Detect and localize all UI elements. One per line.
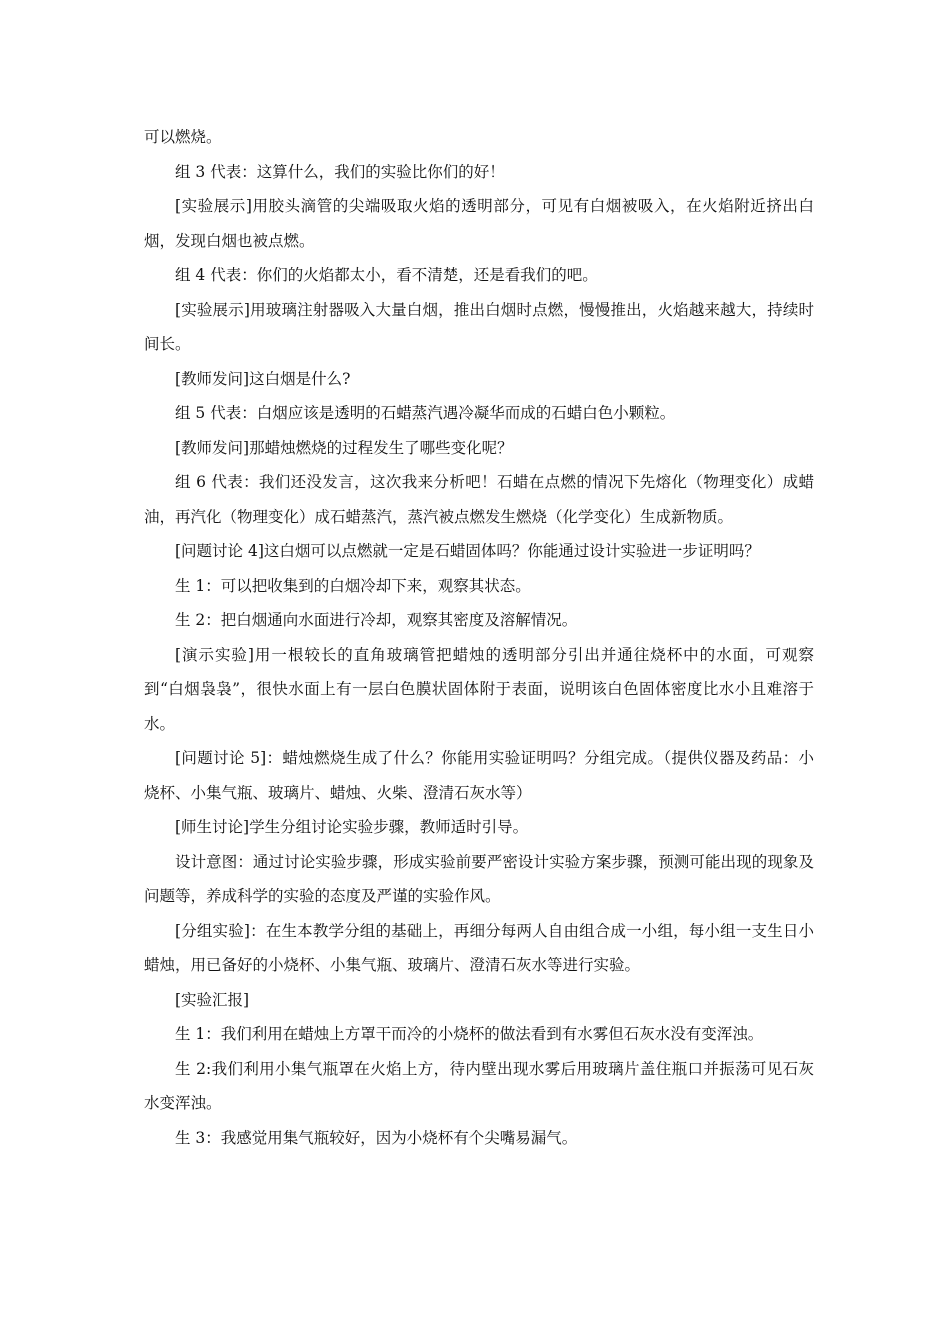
- paragraph-group3: 组 3 代表：这算什么，我们的实验比你们的好！: [175, 162, 505, 181]
- paragraph-group6: 组 6 代表：我们还没发言，这次我来分析吧！石蜡在点燃的情况下先熔化（物理变化）成蜡油，再汽化（物理变化）成石蜡蒸汽，蒸汽被点燃发生燃烧（化学变化）生成新物质。: [144, 473, 814, 526]
- paragraph-experiment-show-2: [实验展示]用玻璃注射器吸入大量白烟，推出白烟时点燃，慢慢推出，火焰越来越大，持续时间长。: [144, 300, 814, 353]
- paragraph-teacher-question-1: [教师发问]这白烟是什么?: [175, 369, 351, 388]
- paragraph-group-experiment: [分组实验]：在生本教学分组的基础上，再细分每两人自由组合成一小组，每小组一支生日小蜡烛，用已备好的小烧杯、小集气瓶、玻璃片、澄清石灰水等进行实验。: [144, 921, 814, 974]
- paragraph-design-intent: 设计意图：通过讨论实验步骤，形成实验前要严密设计实验方案步骤，预测可能出现的现象及问题等，养成科学的实验的态度及严谨的实验作风。: [144, 852, 814, 905]
- paragraph-demo-experiment: [演示实验]用一根较长的直角玻璃管把蜡烛的透明部分引出并通往烧杯中的水面，可观察到“白烟袅袅”，很快水面上有一层白色膜状固体附于表面，说明该白色固体密度比水小且难溶于水。: [144, 645, 814, 733]
- paragraph-discussion-5: [问题讨论 5]：蜡烛燃烧生成了什么？你能用实验证明吗？分组完成。（提供仪器及药品：小烧杯、小集气瓶、玻璃片、蜡烛、火柴、澄清石灰水等）: [144, 749, 814, 802]
- paragraph-discussion-4: [问题讨论 4]这白烟可以点燃就一定是石蜡固体吗？你能通过设计实验进一步证明吗？: [175, 542, 760, 560]
- paragraph-group5: 组 5 代表：白烟应该是透明的石蜡蒸汽遇冷凝华而成的石蜡白色小颗粒。: [175, 404, 676, 422]
- paragraph-report-student-2: 生 2:我们利用小集气瓶罩在火焰上方，待内壁出现水雾后用玻璃片盖住瓶口并振荡可见石灰水变浑浊。: [144, 1059, 814, 1112]
- paragraph-continuation: 可以燃烧。: [144, 128, 222, 146]
- paragraph-group4: 组 4 代表：你们的火焰都太小，看不清楚，还是看我们的吧。: [175, 266, 598, 284]
- paragraph-report-student-3: 生 3：我感觉用集气瓶较好，因为小烧杯有个尖嘴易漏气。: [175, 1128, 578, 1147]
- paragraph-experiment-report: [实验汇报]: [175, 990, 250, 1009]
- paragraph-report-student-1: 生 1：我们利用在蜡烛上方罩干而冷的小烧杯的做法看到有水雾但石灰水没有变浑浊。: [175, 1025, 764, 1043]
- paragraph-teacher-question-2: [教师发问]那蜡烛燃烧的过程发生了哪些变化呢？: [175, 438, 513, 457]
- paragraph-student-1: 生 1：可以把收集到的白烟冷却下来，观察其状态。: [175, 576, 531, 595]
- paragraph-teacher-student-discussion: [师生讨论]学生分组讨论实验步骤，教师适时引导。: [175, 818, 529, 836]
- document-body: [144, 120, 814, 1155]
- paragraph-student-2: 生 2：把白烟通向水面进行冷却，观察其密度及溶解情况。: [175, 611, 578, 629]
- paragraph-experiment-show-1: [实验展示]用胶头滴管的尖端吸取火焰的透明部分，可见有白烟被吸入，在火焰附近挤出白烟，发现白烟也被点燃。: [144, 197, 814, 250]
